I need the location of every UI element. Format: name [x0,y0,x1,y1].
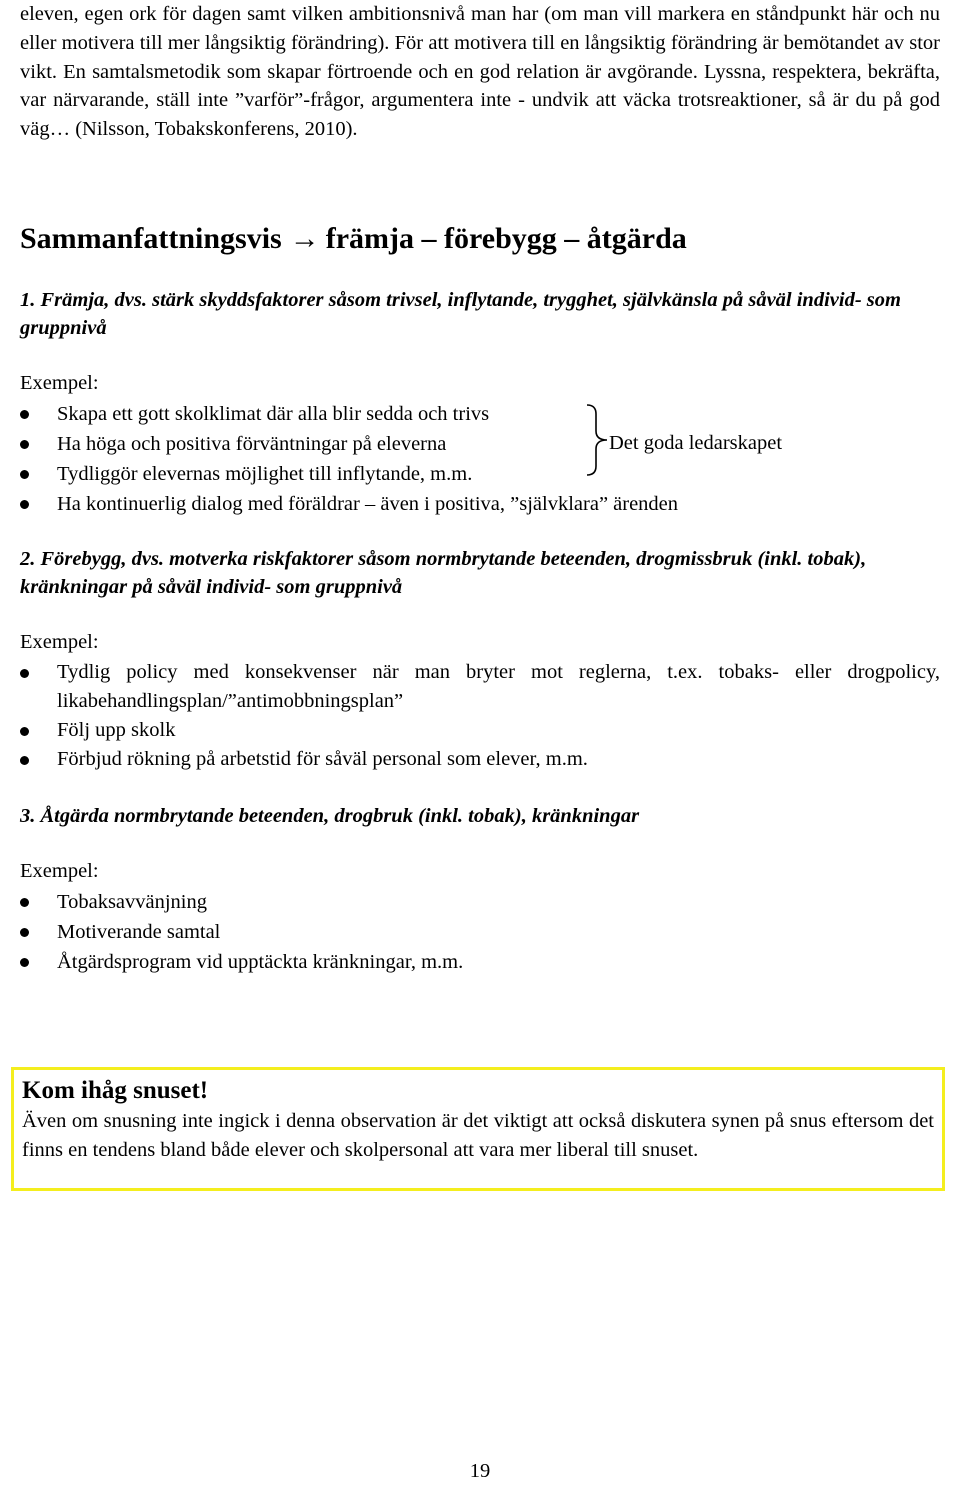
section-3-title: 3. Åtgärda normbrytande beteenden, drogbruk (inkl. tobak), kränkningar [20,805,640,827]
summary-heading [20,219,687,259]
list-item [20,399,940,429]
list-item-text: Följ upp skolk [57,719,176,741]
list-item-text: Ha höga och positiva förväntningar på eleverna [57,433,447,455]
list-item-text: Motiverande samtal [57,921,221,943]
list-item-text: Åtgärdsprogram vid upptäckta kränkningar, m.m. [57,951,464,973]
list-item-text: Tobaksavvänjning [57,891,208,913]
section-3-list [20,887,940,977]
note-text: Även om snusning inte ingick i denna observation är det viktigt att också diskutera synen på snus eftersom det finns en tendens bland både elever och skolpersonal att vara mer liberal till snuset. [22,1110,934,1161]
list-item [20,429,940,459]
intro-paragraph [20,0,940,144]
list-item [20,489,940,519]
list-item-text: Skapa ett gott skolklimat där alla blir sedda och trivs [57,403,490,425]
curly-brace-icon [585,402,609,478]
bullet-icon [20,500,29,509]
list-item [20,459,940,489]
list-item [20,887,940,917]
list-item-text: Tydliggör elevernas möjlighet till inflytande, m.m. [57,463,473,485]
list-item [20,917,940,947]
bullet-icon [20,928,29,937]
bullet-icon [20,470,29,479]
snus-reminder-box [11,1067,945,1191]
section-2-list [20,658,940,774]
section-2-title: 2. Förebygg, dvs. motverka riskfaktorer såsom normbrytande beteenden, drogmissbruk (inkl. tobak), kränkningar på såväl individ- som gruppnivå [20,548,867,598]
list-item-text: Ha kontinuerlig dialog med föräldrar – även i positiva, ”självklara” ärenden [57,493,679,515]
bullet-icon [20,727,29,736]
summary-heading-end: främja – förebygg – åtgärda [325,222,687,255]
summary-heading-start: Sammanfattningsvis [20,222,282,255]
list-item [20,745,940,774]
note-title: Kom ihåg snuset! [22,1077,209,1104]
list-item-text: Förbjud rökning på arbetstid för såväl personal som elever, m.m. [57,748,588,770]
bullet-icon [20,669,29,678]
list-item [20,658,940,716]
page-number: 19 [469,1460,491,1482]
right-arrow-icon: → [289,222,320,255]
intro-text-part1: eleven, egen ork för dagen samt vilken ambitionsnivå man har (om man vill markera en ståndpunkt här och nu eller motivera till mer långsiktig förändring). För att motivera till en långsiktig förändring är bemötandet av stor vikt. En samtalsmetodik som skapar förtroende och en god relation är avgörande. [20,3,940,83]
bullet-icon [20,898,29,907]
bullet-icon [20,410,29,419]
section-1-title: 1. Främja, dvs. stärk skyddsfaktorer såsom trivsel, inflytande, trygghet, självkänsla på såväl individ- som gruppnivå [20,289,901,339]
section-1-example-label: Exempel: [20,372,99,394]
brace-label: Det goda ledarskapet [609,432,783,454]
list-item [20,947,940,977]
bullet-icon [20,440,29,449]
bullet-icon [20,756,29,765]
bullet-icon [20,958,29,967]
intro-text-part2: Lyssna, respektera, bekräfta, var närvarande, ställ inte ”varför”-frågor, argumentera inte - undvik att väcka trotsreaktioner, så är du på god väg… (Nilsson, Tobakskonferens, 2010). [20,60,940,141]
list-item-text: Tydlig policy med konsekvenser när man bryter mot reglerna, t.ex. tobaks- eller drogpolicy, likabehandlingsplan/”antimobbningsplan” [57,661,940,712]
section-1-list [20,399,940,519]
section-2-example-label: Exempel: [20,631,99,653]
list-item [20,716,940,745]
section-3-example-label: Exempel: [20,860,99,882]
